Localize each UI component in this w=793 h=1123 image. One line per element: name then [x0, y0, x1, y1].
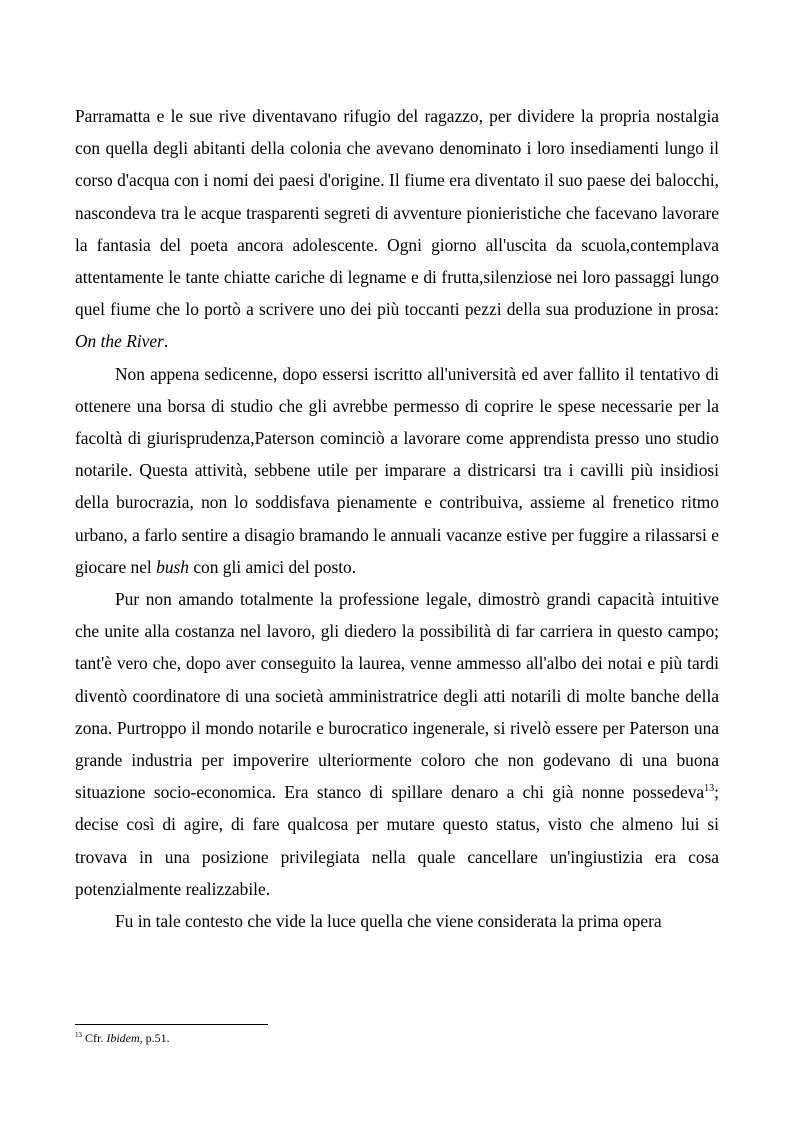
footnote-separator	[75, 1024, 268, 1025]
paragraph-2-end: con gli amici del posto.	[188, 556, 357, 577]
paragraph-1	[75, 100, 719, 358]
term-bush: bush	[156, 556, 189, 577]
work-title-on-the-river: On the River	[75, 331, 164, 352]
paragraph-1-text: Parramatta e le sue rive diventavano rifugio del ragazzo, per dividere la propria nostalgia con quella degli abitanti della colonia che avevano denominato i loro insediamenti lungo il corso d'acqua con i nomi dei paesi d'origine. Il fiume era diventato il suo paese dei balocchi, nascondeva tra le acque trasparenti segreti di avventure pionieristiche che facevano lavorare la fantasia del poeta ancora adolescente. Ogni giorno all'uscita da scuola,contemplava attentamente le tante chiatte cariche di legname e di frutta,silenziose nei loro passaggi lungo quel fiume che lo portò a scrivere uno dei più toccanti pezzi della sua produzione in prosa:	[75, 106, 719, 320]
paragraph-3	[75, 583, 719, 905]
paragraph-2-text: Non appena sedicenne, dopo essersi iscritto all'università ed aver fallito il tentativo di ottenere una borsa di studio che gli avrebbe permesso di coprire le spese necessarie per la facoltà di giurisprudenza,Paterson cominciò a lavorare come apprendista presso uno studio notarile. Questa attività, sebbene utile per imparare a districarsi tra i cavilli più insidiosi della burocrazia, non lo soddisfava pienamente e contribuiva, assieme al frenetico ritmo urbano, a farlo sentire a disagio bramando le annuali vacanze estive per fuggire a rilassarsi e giocare nel	[75, 363, 719, 577]
paragraph-4-text: Fu in tale contesto che vide la luce quella che viene considerata la prima opera	[115, 911, 662, 932]
footnote-source: Ibidem	[106, 1031, 140, 1045]
footnote	[75, 1030, 170, 1046]
footnote-reference[interactable]: 13	[704, 783, 715, 795]
paragraph-3-end: ; decise così di agire, di fare qualcosa per mutare questo status, visto che almeno lui si trovava in una posizione privilegiata nella quale cancellare un'ingiustizia era cosa potenzialmente realizzabile.	[75, 782, 719, 899]
footnote-suffix: , p.51.	[139, 1031, 170, 1045]
paragraph-4	[75, 905, 719, 937]
body-text	[75, 100, 719, 937]
paragraph-1-end: .	[163, 331, 169, 352]
footnote-number: 13	[75, 1031, 82, 1039]
paragraph-2	[75, 358, 719, 583]
paragraph-3-text: Pur non amando totalmente la professione legale, dimostrò grandi capacità intuitive che unite alla costanza nel lavoro, gli diedero la possibilità di far carriera in questo campo; tant'è vero che, dopo aver conseguito la laurea, venne ammesso all'albo dei notai e più tardi diventò coordinatore di una società amministratrice degli atti notarili di molte banche della zona. Purtroppo il mondo notarile e burocratico ingenerale, si rivelò essere per Paterson una grande industria per impoverire ulteriormente coloro che non godevano di una buona situazione socio-economica. Era stanco di spillare denaro a chi già nonne possedeva	[75, 589, 719, 803]
footnote-prefix: Cfr.	[82, 1031, 107, 1045]
